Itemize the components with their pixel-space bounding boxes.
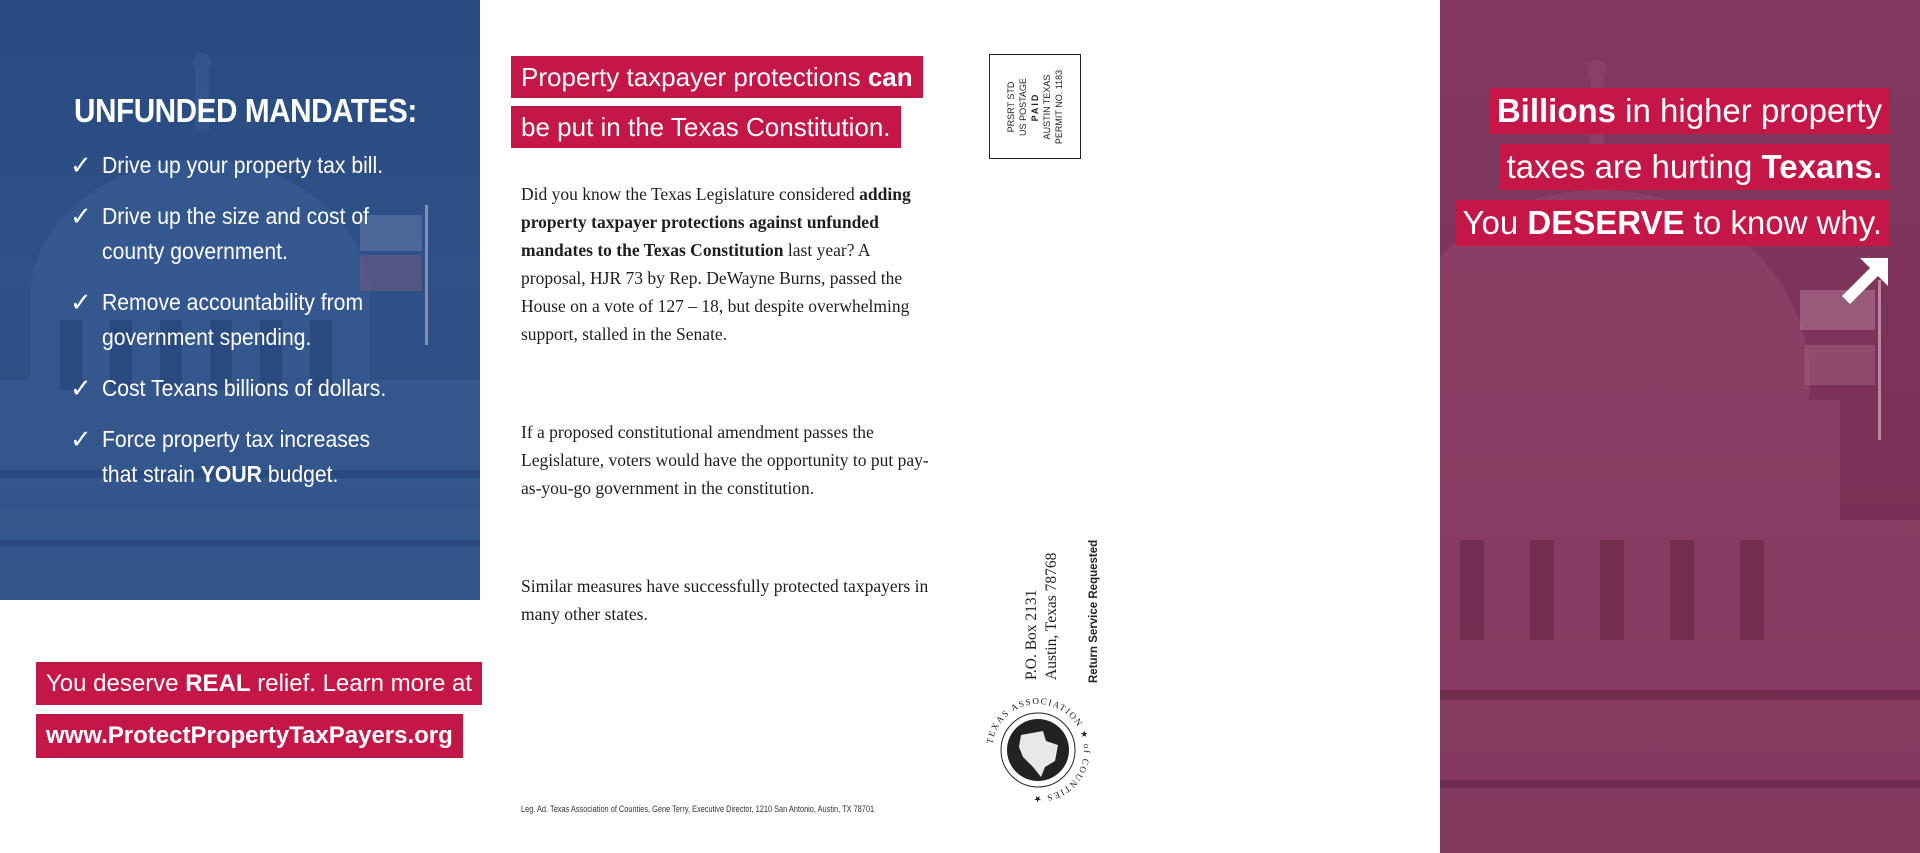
emphasis-texans: Texans. [1761,148,1882,185]
checkmark-icon: ✓ [70,287,92,317]
right-headline-line-3: You DESERVE to know why. [1455,200,1890,246]
list-item [70,422,470,492]
list-item [70,371,470,406]
list-item-text: Remove accountability from [102,289,364,315]
postage-indicia: PRSRT STD US POSTAGE PAID AUSTIN TEXAS PERMIT NO. 1183 [989,54,1081,159]
return-service-requested: Return Service Requested [1088,539,1100,683]
checkmark-icon: ✓ [70,424,92,454]
emphasis-can: can [867,62,913,92]
list-item-text: that strain [102,461,201,487]
right-headline-line-2: taxes are hurting Texans. [1499,144,1890,190]
list-item [70,285,470,355]
list-item-text: Drive up the size and cost of [102,203,370,229]
emphasis-billions: Billions [1496,92,1617,129]
emphasis-real: REAL [185,670,251,697]
list-item [70,148,470,183]
legal-disclaimer: Leg. Ad. Texas Association of Counties, Gene Terry, Executive Director, 1210 San Antonio, Austin, TX 78701 [521,804,875,814]
list-item-text: Cost Texans billions of dollars. [102,375,387,401]
list-item-text: Force property tax increases [102,426,371,452]
paragraph-amendment: If a proposed constitutional amendment passes the Legislature, voters would have the opportunity to put pay-as-you-go government in the constitution. [521,422,929,498]
mandate-list [70,148,470,508]
cta-relief-banner: You deserve REAL relief. Learn more at [36,662,482,705]
svg-text:TEXAS ASSOCIATION ★ of COUNTIE: TEXAS ASSOCIATION ★ of COUNTIES ★ [984,695,1093,805]
list-item-text: Drive up your property tax bill. [102,152,384,178]
right-headline-line-1: Billions in higher property [1489,88,1890,134]
website-link[interactable]: www.ProtectPropertyTaxPayers.org [36,714,463,758]
headline-line-2: be put in the Texas Constitution. [511,106,901,148]
emphasis-your: YOUR [200,461,262,487]
checkmark-icon: ✓ [70,150,92,180]
paragraph-emphasis: adding property taxpayer protections against unfunded mandates to the Texas Constitution [521,184,911,260]
list-item-text: county government. [102,238,288,264]
mandates-title: UNFUNDED MANDATES: [74,92,417,129]
paragraph-other-states: Similar measures have successfully protected taxpayers in many other states. [521,576,929,624]
list-item-text: budget. [261,461,339,487]
return-address: P.O. Box 2131 Austin, Texas 78768 [1023,552,1060,680]
emphasis-deserve: DESERVE [1527,204,1685,241]
headline-line-1: Property taxpayer protections can [511,56,923,98]
arrow-up-right-icon [1838,256,1890,308]
checkmark-icon: ✓ [70,201,92,231]
paragraph-hjr73: Did you know the Texas Legislature considered adding property taxpayer protections against unfunded mandates to the Texas Constitution last year? A proposal, HJR 73 by Rep. DeWayne Burns, passed the House on a vote of 127 – 18, but despite overwhelming support, stalled in the Senate. [521,184,911,344]
checkmark-icon: ✓ [70,373,92,403]
county-association-seal-logo [983,695,1093,805]
list-item-text: government spending. [102,324,312,350]
list-item [70,199,470,269]
